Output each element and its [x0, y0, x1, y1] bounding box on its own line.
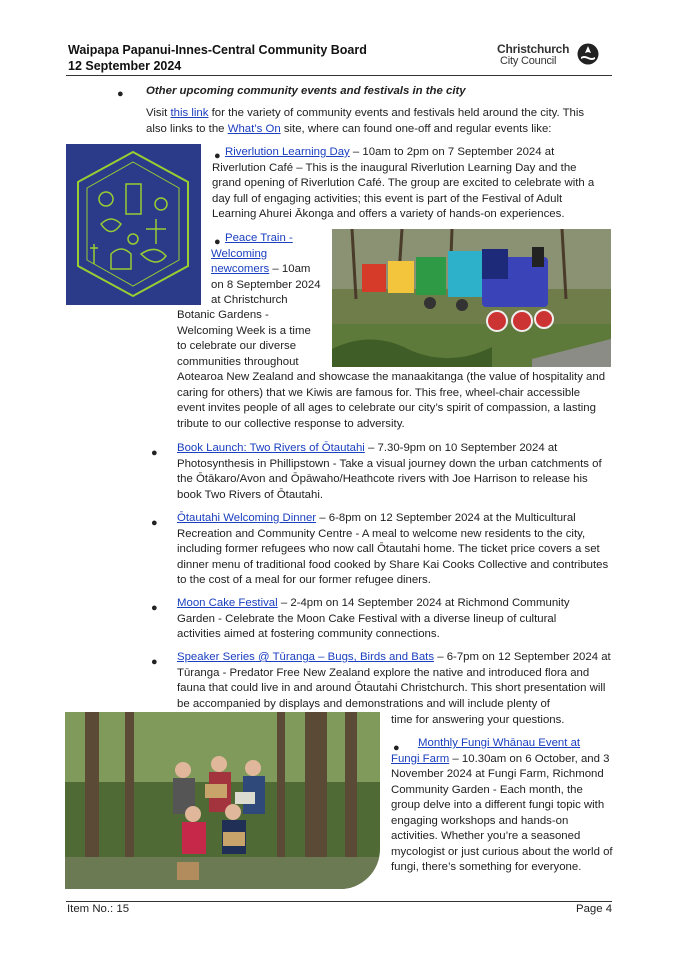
event-peace-train-mid: Botanic Gardens - Welcoming Week is a time to celebrate our diverse communities throughout: [177, 309, 311, 368]
footer-page-number: Page 4: [576, 903, 613, 915]
event-bullet: ●: [393, 742, 400, 754]
fungi-group-photo: [65, 712, 380, 889]
forest-scene: [65, 712, 380, 889]
poster-artwork: [66, 144, 201, 305]
section-bullet: ●: [117, 88, 124, 100]
council-logo: [497, 42, 601, 70]
riverlution-link[interactable]: Riverlution Learning Day: [225, 146, 350, 158]
footer-item-number: Item No.: 15: [67, 903, 130, 915]
logo-text-line1: Christchurch: [497, 42, 570, 56]
logo-text-line2: City Council: [500, 55, 557, 67]
council-emblem-icon: [577, 43, 599, 65]
event-bullet: ●: [151, 602, 158, 614]
festival-poster-image: [66, 144, 201, 305]
event-speaker-series: Speaker Series @ Tūranga – Bugs, Birds and Bats – 6-7pm on 12 September 2024 at Tūranga - Predator Free New Zealand explore the native and introduced flora and fauna that could live in and around Ōtautahi Christchurch. This short presentation will be accompanied by displays and demonstrations and will include plenty of: [177, 651, 611, 710]
event-fungi-top: Monthly Fungi Whānau Event at Fungi Farm – 10.30am on 6 October, and 3: [391, 737, 610, 765]
footer-rule: [66, 901, 612, 902]
event-welcoming-dinner: Ōtautahi Welcoming Dinner – 6-8pm on 12 September 2024 at the Multicultural Recreation and Community Centre - A meal to welcome new residents to the city, including former refugees who now call Ōtautahi home. The ticket price covers a set dinner menu of traditional food cooked by Share Kai Cooks Collective and contributes to the cost of a meal for our former refugee diners.: [177, 512, 609, 586]
speaker-series-link[interactable]: Speaker Series @ Tūranga – Bugs, Birds and Bats: [177, 651, 435, 663]
event-bullet: ●: [151, 447, 158, 459]
peace-train-link-line2[interactable]: Welcoming: [211, 247, 268, 260]
this-link[interactable]: this link: [170, 107, 209, 119]
event-bullet: ●: [151, 656, 158, 668]
intro-paragraph: Visit this link for the variety of community events and festivals held around the city. This also links to the What’s On site, where can found one-off and regular events like:: [146, 107, 585, 135]
moon-cake-link[interactable]: Moon Cake Festival: [177, 597, 278, 609]
peace-train-link[interactable]: Peace Train -: [225, 232, 293, 244]
event-bullet: ●: [151, 517, 158, 529]
event-bullet: ●: [214, 150, 221, 162]
header-title: Waipapa Papanui-Innes-Central Community Board: [68, 43, 367, 57]
book-launch-link[interactable]: Book Launch: Two Rivers of Ōtautahi: [177, 442, 365, 454]
event-moon-cake: Moon Cake Festival – 2-4pm on 14 September 2024 at Richmond Community Garden - Celebrate the Moon Cake Festival with a diverse lineup of cultural activities aimed at fostering community connections.: [177, 597, 570, 640]
header-rule: [66, 75, 612, 76]
header-date: 12 September 2024: [68, 59, 182, 73]
peace-train-photo: [332, 229, 611, 367]
document-header: [68, 42, 367, 74]
train-scene: [332, 229, 611, 367]
event-peace-train-top: Peace Train - Welcoming newcomers – 10am on 8 September 2024 at Christchurch: [211, 232, 321, 306]
section-heading: Other upcoming community events and festivals in the city: [146, 85, 466, 97]
welcoming-dinner-link[interactable]: Ōtautahi Welcoming Dinner: [177, 512, 317, 524]
fungi-link[interactable]: Monthly Fungi Whānau Event at: [418, 737, 581, 749]
event-bullet: ●: [214, 236, 221, 248]
event-book-launch: Book Launch: Two Rivers of Ōtautahi – 7.30-9pm on 10 September 2024 at Photosynthesis in Phillipstown - Take a visual journey down the urban catchments of the Ōtākaro/Avon and Ōpāwaho/Heathcote rivers with Joe Harrison to release his book Two Rivers of Ōtautahi.: [177, 442, 602, 501]
peace-train-link-line3[interactable]: newcomers: [211, 263, 270, 275]
event-peace-train-rest: Aotearoa New Zealand and showcase the manaakitanga (the value of hospitality and caring for others) that we Kiwis are famous for. This free, wheel-chair accessible event invites people of all ages to celebrate our city’s spirit of compassion, a lasting tribute to our collective response to adversity.: [177, 371, 606, 430]
whats-on-link[interactable]: What’s On: [227, 122, 281, 135]
fungi-link-line2[interactable]: Fungi Farm: [391, 752, 450, 765]
event-speaker-series-tail: time for answering your questions.: [391, 714, 565, 726]
event-fungi-rest: November 2024 at Fungi Farm, Richmond Community Garden - Each month, the group delve into a different fungi topic with engaging workshops and hands-on activities. Whether you’re a seasoned mycologist or just curious about the world of fungi, there’s something for everyone.: [391, 768, 613, 873]
event-riverlution: Riverlution Learning Day – 10am to 2pm on 7 September 2024 at Riverlution Café – This is the inaugural Riverlution Learning Day and the grand opening of Riverlution Café. The group are excited to celebrate with a day full of engaging activities; this event is part of the Festival of Adult Learning Ahurei Ākonga and offers a variety of hands-on experiences.: [212, 146, 595, 220]
